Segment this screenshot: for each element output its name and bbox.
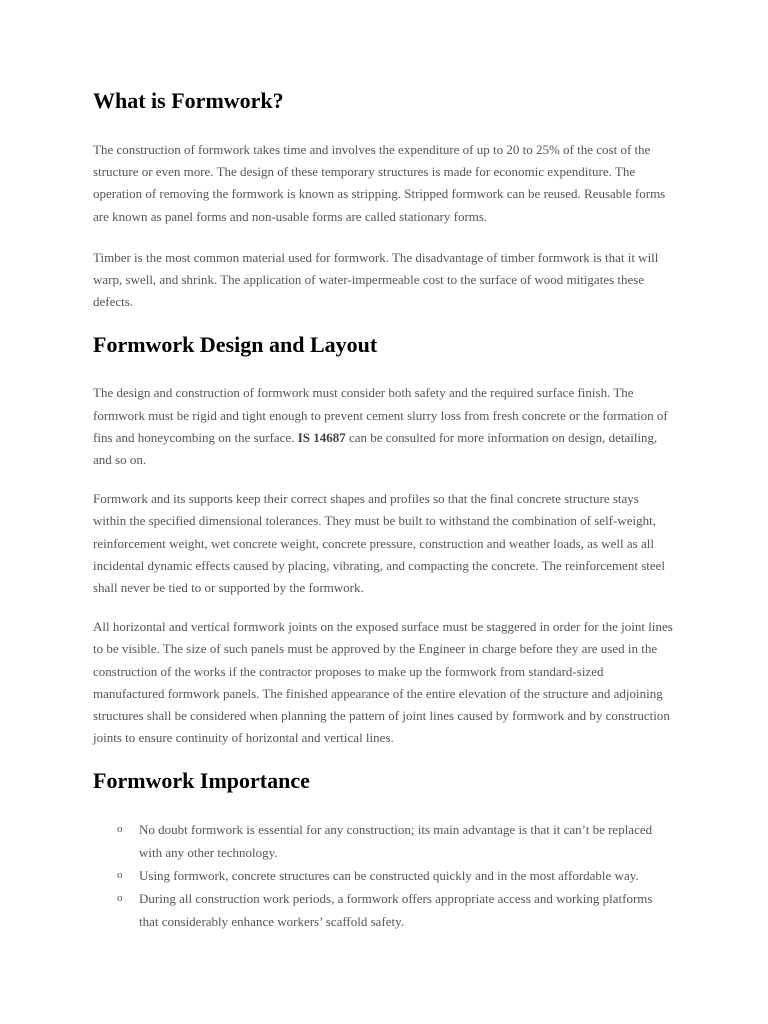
section-importance [93, 766, 675, 933]
heading-design-and-layout: Formwork Design and Layout [93, 332, 378, 358]
paragraph: Formwork and its supports keep their correct shapes and profiles so that the final concrete structure stays within the specified dimensional tolerances. They must be built to withstand the combination of self-weight, reinforcement weight, wet concrete weight, concrete pressure, construction and weather loads, as well as all incidental dynamic effects caused by placing, vibrating, and compacting the concrete. The reinforcement steel shall never be tied to or supported by the formwork. [93, 491, 666, 596]
paragraph: All horizontal and vertical formwork joints on the exposed surface must be staggered in order for the joint lines to be visible. The size of such panels must be approved by the Engineer in charge before they are used in the construction of the works if the contractor proposes to make up the formwork from standard-sized manufactured formwork panels. The finished appearance of the entire elevation of the structure and adjoining structures shall be considered when planning the pattern of joint lines caused by formwork and by construction joints to ensure continuity of horizontal and vertical lines. [93, 619, 673, 746]
heading-importance: Formwork Importance [93, 768, 310, 794]
list-item [117, 818, 675, 864]
paragraph: Timber is the most common material used for formwork. The disadvantage of timber formwork is that it will warp, swell, and shrink. The application of water-impermeable cost to the surface of wood mitigates these defects. [93, 249, 659, 310]
heading-what-is-formwork: What is Formwork? [93, 88, 284, 113]
paragraph: The construction of formwork takes time and involves the expenditure of up to 20 to 25% of the cost of the structure or even more. The design of these temporary structures is made for economic expenditure. The operation of removing the formwork is known as stripping. Stripped formwork can be reused. Reusable forms are known as panel forms and non-usable forms are called stationary forms. [93, 142, 666, 224]
list-item-text: During all construction work periods, a formwork offers appropriate access and working platforms that considerably enhance workers’ scaffold safety. [139, 891, 653, 930]
paragraph-text: The design and construction of formwork must consider both safety and the required surface finish. The formwork must be rigid and tight enough to prevent cement slurry loss from fresh concrete or the formation of fins and honeycombing on the surface. [93, 385, 668, 445]
section-what-is-formwork [93, 86, 675, 313]
standard-reference: IS 14687 [297, 429, 346, 445]
hollow-circle-bullet-icon: o [117, 892, 123, 905]
importance-list [93, 818, 675, 933]
list-item-text: No doubt formwork is essential for any construction; its main advantage is that it can’t be replaced with any other technology. [139, 822, 653, 861]
list-item-text: Using formwork, concrete structures can be constructed quickly and in the most affordable way. [139, 868, 639, 884]
paragraph-text: can be consulted for more information on design, detailing, and so on. [93, 429, 658, 468]
hollow-circle-bullet-icon: o [117, 823, 123, 836]
list-item [117, 887, 675, 933]
hollow-circle-bullet-icon: o [117, 869, 123, 882]
paragraph-with-standard-reference [93, 382, 675, 471]
section-design-and-layout [93, 330, 675, 749]
list-item [117, 864, 675, 887]
